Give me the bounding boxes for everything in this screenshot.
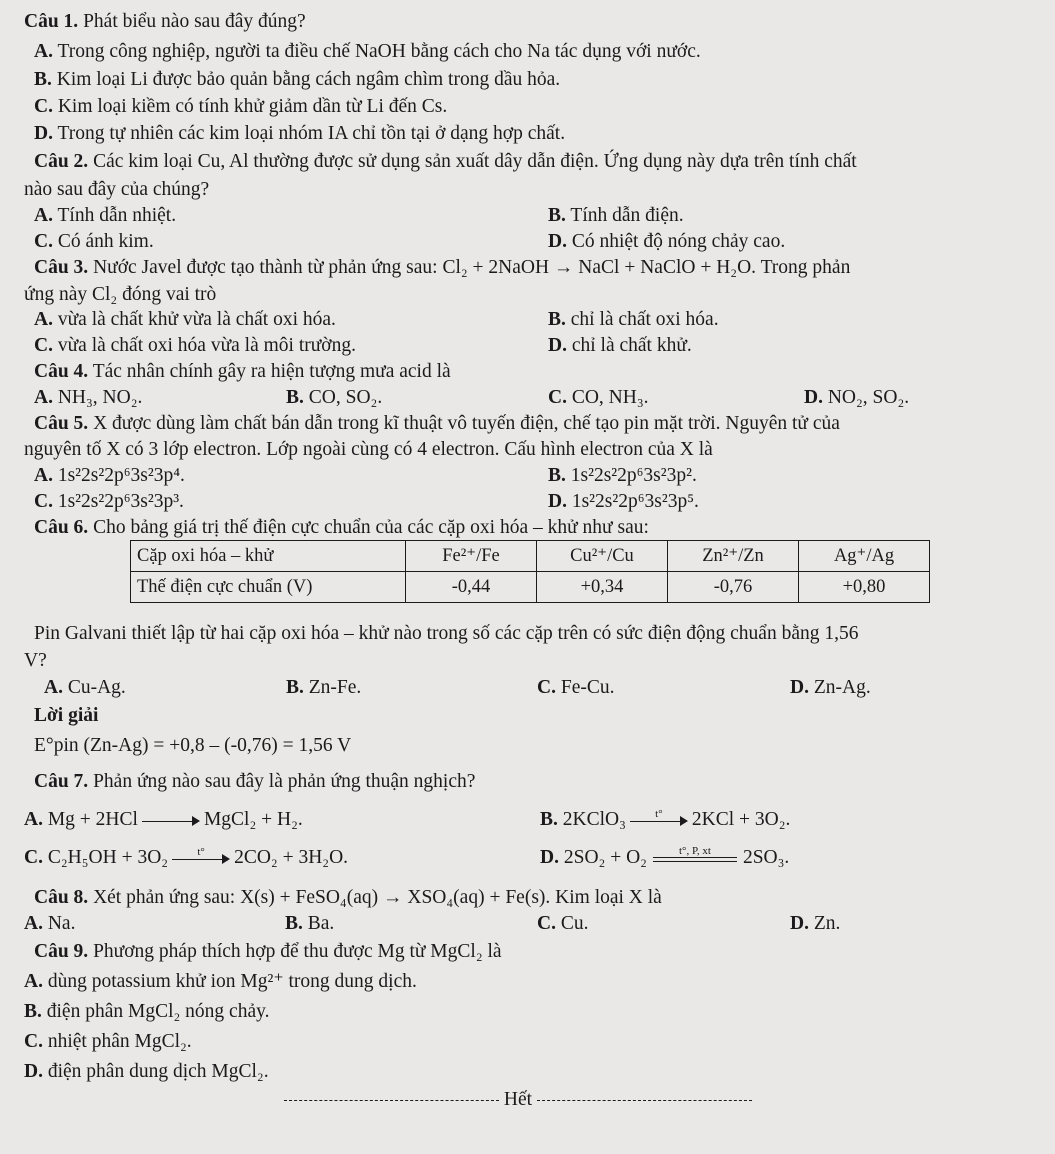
- option-letter: A.: [34, 465, 53, 486]
- option-letter: A.: [24, 971, 43, 992]
- q4-option-c: [548, 386, 649, 410]
- q8-text: Xét phản ứng sau: X(s) + FeSO₄(aq) → XSO₄(aq) + Fe(s). Kim loại X là: [88, 887, 662, 908]
- q1-option-b: [34, 68, 560, 92]
- option-letter: D.: [24, 1061, 43, 1082]
- q7-option-b: [540, 808, 790, 832]
- option-text: Na.: [42, 913, 76, 934]
- option-letter: D.: [548, 231, 567, 252]
- solution-heading: Lời giải: [34, 705, 99, 726]
- option-text: 1s²2s²2p⁶3s²3p².: [565, 465, 697, 486]
- q6-option-a: [44, 676, 126, 700]
- q6-text: Cho bảng giá trị thế điện cực chuẩn của các cặp oxi hóa – khử như sau:: [88, 517, 649, 538]
- option-letter: B.: [548, 205, 566, 226]
- option-text: Zn-Ag.: [808, 677, 871, 698]
- right-arrow-icon: [142, 814, 200, 828]
- q5-stem-line1: [34, 412, 840, 436]
- q3-stem-line2: ứng này Cl₂ đóng vai trò: [24, 284, 217, 305]
- solution-equation: E°pin (Zn-Ag) = +0,8 – (-0,76) = 1,56 V: [34, 735, 352, 756]
- option-letter: A.: [34, 387, 53, 408]
- option-letter: C.: [24, 1031, 43, 1052]
- table-cell: Zn²⁺/Zn: [668, 541, 799, 572]
- option-letter: C.: [537, 913, 556, 934]
- q8-option-b: [285, 912, 334, 936]
- option-letter: C.: [34, 491, 53, 512]
- q7-option-c: [24, 846, 348, 870]
- products: 2SO₃.: [742, 847, 790, 868]
- option-letter: A.: [34, 41, 53, 62]
- q9-text: Phương pháp thích hợp để thu được Mg từ MgCl₂ là: [88, 941, 502, 962]
- option-letter: B.: [286, 387, 304, 408]
- end-text: Hết: [503, 1089, 533, 1110]
- option-text: vừa là chất oxi hóa vừa là môi trường.: [52, 335, 356, 356]
- option-letter: D.: [790, 677, 809, 698]
- option-text: 1s²2s²2p⁶3s²3p⁴.: [52, 465, 185, 486]
- q7-option-a: [24, 808, 303, 832]
- q6-label: Câu 6.: [34, 517, 89, 538]
- q7-label: Câu 7.: [34, 771, 89, 792]
- q3-option-d: [548, 334, 692, 358]
- q8-option-c: [537, 912, 588, 936]
- option-text: chỉ là chất oxi hóa.: [565, 309, 719, 330]
- q6-question-line1: Pin Galvani thiết lập từ hai cặp oxi hóa – khử nào trong số các cặp trên có sức điện động chuẩn bằng 1,56: [34, 623, 859, 644]
- q3-text: Nước Javel được tạo thành từ phản ứng sau:: [88, 257, 443, 278]
- q9-option-a: [24, 970, 417, 994]
- q8-label: Câu 8.: [34, 887, 89, 908]
- products: 2KCl + 3O₂.: [691, 809, 791, 830]
- q1-option-c: [34, 95, 447, 119]
- q6-question-line2: V?: [24, 650, 47, 671]
- option-letter: B.: [285, 913, 303, 934]
- option-text: CO, SO₂.: [303, 387, 383, 408]
- q1-option-d: [34, 122, 565, 146]
- q3-option-b: [548, 308, 719, 332]
- right-arrow-icon: [630, 807, 688, 828]
- electrode-potential-table: [130, 540, 930, 603]
- q2-option-a: [34, 204, 176, 228]
- table-cell: -0,44: [406, 572, 537, 603]
- option-text: Trong tự nhiên các kim loại nhóm IA chỉ tồn tại ở dạng hợp chất.: [52, 123, 566, 144]
- option-text: Có ánh kim.: [52, 231, 154, 252]
- q8-stem: [34, 886, 662, 910]
- option-letter: C.: [537, 677, 556, 698]
- q5-stem-line2: nguyên tố X có 3 lớp electron. Lớp ngoài cùng có 4 electron. Cấu hình electron của X là: [24, 439, 713, 460]
- q4-option-a: [34, 386, 142, 410]
- option-letter: D.: [548, 335, 567, 356]
- option-letter: C.: [34, 335, 53, 356]
- q2-option-b: [548, 204, 684, 228]
- table-cell: Ag⁺/Ag: [799, 541, 930, 572]
- q2-stem-line1: [34, 150, 857, 174]
- q9-option-b: [24, 1000, 269, 1024]
- q1-stem: [24, 10, 306, 34]
- option-letter: A.: [24, 809, 43, 830]
- q3-text-cont: . Trong phản: [751, 257, 851, 278]
- option-letter: C.: [24, 847, 43, 868]
- q3-option-c: [34, 334, 356, 358]
- divider: [537, 1100, 752, 1101]
- option-text: Fe-Cu.: [555, 677, 615, 698]
- table-header-cell: Thế điện cực chuẩn (V): [131, 572, 406, 603]
- option-text: NO₂, SO₂.: [822, 387, 910, 408]
- option-letter: C.: [548, 387, 567, 408]
- reaction-condition: t°, P, xt: [678, 844, 711, 857]
- option-letter: C.: [34, 96, 53, 117]
- option-text: Tính dẫn nhiệt.: [52, 205, 177, 226]
- q9-stem: [34, 940, 502, 964]
- option-text: Kim loại Li được bảo quản bằng cách ngâm chìm trong dầu hỏa.: [51, 69, 561, 90]
- q9-label: Câu 9.: [34, 941, 89, 962]
- equilibrium-arrow-icon: [653, 844, 737, 867]
- option-text: điện phân MgCl₂ nóng chảy.: [41, 1001, 270, 1022]
- q2-option-d: [548, 230, 785, 254]
- reactants: 2KClO₃: [557, 809, 626, 830]
- option-letter: B.: [24, 1001, 42, 1022]
- option-text: Kim loại kiềm có tính khử giảm dần từ Li đến Cs.: [52, 96, 448, 117]
- option-text: dùng potassium khử ion Mg²⁺ trong dung dịch.: [42, 971, 417, 992]
- reactants: 2SO₂ + O₂: [558, 847, 647, 868]
- option-text: Tính dẫn điện.: [565, 205, 684, 226]
- table-cell: Fe²⁺/Fe: [406, 541, 537, 572]
- q7-option-d: [540, 846, 789, 870]
- option-letter: C.: [34, 231, 53, 252]
- q5-option-d: [548, 490, 699, 514]
- reactants: C₂H₅OH + 3O₂: [42, 847, 169, 868]
- q4-label: Câu 4.: [34, 361, 89, 382]
- q5-option-a: [34, 464, 185, 488]
- option-text: Zn-Fe.: [303, 677, 362, 698]
- q5-option-c: [34, 490, 184, 514]
- q4-option-b: [286, 386, 382, 410]
- option-letter: B.: [34, 69, 52, 90]
- option-text: CO, NH₃.: [566, 387, 649, 408]
- q5-label: Câu 5.: [34, 413, 89, 434]
- option-letter: D.: [548, 491, 567, 512]
- q3-option-a: [34, 308, 336, 332]
- table-cell: +0,80: [799, 572, 930, 603]
- table-row: [131, 572, 930, 603]
- q8-option-d: [790, 912, 840, 936]
- reactants: Mg + 2HCl: [42, 809, 138, 830]
- q3-equation: Cl₂ + 2NaOH → NaCl + NaClO + H₂O: [442, 257, 752, 278]
- option-letter: D.: [804, 387, 823, 408]
- products: 2CO₂ + 3H₂O.: [234, 847, 349, 868]
- table-header-cell: Cặp oxi hóa – khử: [131, 541, 406, 572]
- table-cell: Cu²⁺/Cu: [537, 541, 668, 572]
- q9-option-c: [24, 1030, 192, 1054]
- q4-option-d: [804, 386, 909, 410]
- q1-label: Câu 1.: [24, 11, 79, 32]
- q5-text: X được dùng làm chất bán dẫn trong kĩ thuật vô tuyến điện, chế tạo pin mặt trời. Nguyên tử của: [88, 413, 840, 434]
- option-letter: A.: [34, 205, 53, 226]
- option-text: Zn.: [808, 913, 841, 934]
- option-letter: A.: [24, 913, 43, 934]
- end-marker: [284, 1088, 752, 1112]
- q1-text: Phát biểu nào sau đây đúng?: [78, 11, 306, 32]
- option-letter: B.: [286, 677, 304, 698]
- table-row: [131, 541, 930, 572]
- option-text: 1s²2s²2p⁶3s²3p³.: [52, 491, 184, 512]
- option-letter: B.: [548, 465, 566, 486]
- q7-text: Phản ứng nào sau đây là phản ứng thuận nghịch?: [88, 771, 476, 792]
- products: MgCl₂ + H₂.: [203, 809, 303, 830]
- q9-option-d: [24, 1060, 269, 1084]
- q5-option-b: [548, 464, 697, 488]
- q3-label: Câu 3.: [34, 257, 89, 278]
- option-letter: B.: [540, 809, 558, 830]
- option-text: Có nhiệt độ nóng chảy cao.: [566, 231, 786, 252]
- option-text: NH₃, NO₂.: [52, 387, 143, 408]
- reaction-condition: t°: [197, 845, 205, 858]
- option-text: Cu.: [555, 913, 589, 934]
- option-text: vừa là chất khử vừa là chất oxi hóa.: [52, 309, 336, 330]
- q6-option-d: [790, 676, 871, 700]
- q1-option-a: [34, 40, 701, 64]
- q4-stem: [34, 360, 451, 384]
- q6-stem: [34, 516, 649, 540]
- q2-stem-line2: nào sau đây của chúng?: [24, 179, 210, 200]
- q3-stem-line1: [34, 256, 850, 280]
- q6-option-c: [537, 676, 614, 700]
- q7-stem: [34, 770, 475, 794]
- option-letter: A.: [44, 677, 63, 698]
- divider: [284, 1100, 499, 1101]
- option-letter: B.: [548, 309, 566, 330]
- option-text: nhiệt phân MgCl₂.: [42, 1031, 192, 1052]
- option-text: Cu-Ag.: [62, 677, 126, 698]
- table-cell: -0,76: [668, 572, 799, 603]
- option-text: chỉ là chất khử.: [566, 335, 692, 356]
- option-letter: D.: [540, 847, 559, 868]
- option-letter: D.: [34, 123, 53, 144]
- q6-option-b: [286, 676, 361, 700]
- option-letter: A.: [34, 309, 53, 330]
- option-letter: D.: [790, 913, 809, 934]
- option-text: Ba.: [302, 913, 335, 934]
- q2-label: Câu 2.: [34, 151, 89, 172]
- table-cell: +0,34: [537, 572, 668, 603]
- option-text: Trong công nghiệp, người ta điều chế NaOH bằng cách cho Na tác dụng với nước.: [52, 41, 701, 62]
- q4-text: Tác nhân chính gây ra hiện tượng mưa acid là: [88, 361, 451, 382]
- right-arrow-icon: [172, 845, 230, 866]
- q2-text: Các kim loại Cu, Al thường được sử dụng sản xuất dây dẫn điện. Ứng dụng này dựa trên tính chất: [88, 151, 857, 172]
- reaction-condition: t°: [655, 807, 663, 820]
- q8-option-a: [24, 912, 75, 936]
- q2-option-c: [34, 230, 154, 254]
- option-text: 1s²2s²2p⁶3s²3p⁵.: [566, 491, 699, 512]
- option-text: điện phân dung dịch MgCl₂.: [42, 1061, 269, 1082]
